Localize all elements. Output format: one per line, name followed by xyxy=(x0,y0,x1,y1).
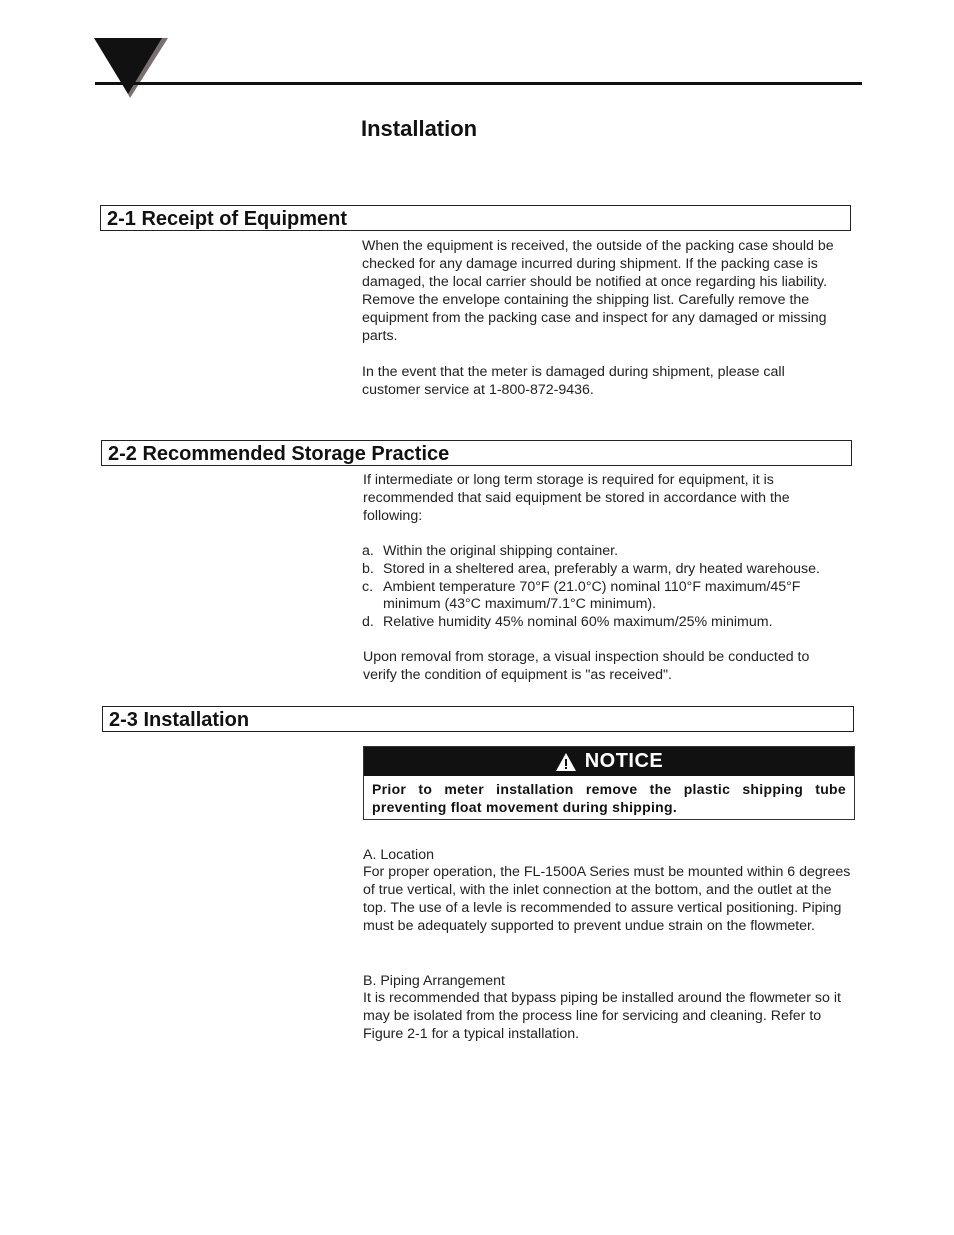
list-item-text: Stored in a sheltered area, preferably a warm, dry heated warehouse. xyxy=(383,560,820,577)
list-item-text: Within the original shipping container. xyxy=(383,543,619,559)
storage-intro: If intermediate or long term storage is required for equipment, it is recommended that said equipment be stored in accordance with the following: xyxy=(363,472,790,524)
section-title: 2-1 Receipt of Equipment xyxy=(107,208,348,230)
list-marker: c. xyxy=(362,578,374,595)
header-rule xyxy=(95,82,862,85)
chapter-title: Installation xyxy=(361,116,478,141)
location-heading: A. Location xyxy=(363,847,434,863)
list-item xyxy=(362,543,857,561)
location-paragraph: For proper operation, the FL-1500A Series must be mounted within 6 degrees of true vertical, with the inlet connection at the bottom, and the outlet at the top. The use of a levle is recommended to assure vertical positioning. Piping must be adequately supported to prevent undue strain on the flowmeter. xyxy=(363,864,851,934)
list-item-text: Relative humidity 45% nominal 60% maximum/25% minimum. xyxy=(383,614,773,631)
section-header-installation xyxy=(102,706,854,732)
warning-triangle-icon xyxy=(555,752,577,772)
notice-box xyxy=(363,746,855,820)
list-item xyxy=(362,561,857,579)
list-item xyxy=(362,614,857,632)
list-item xyxy=(362,579,833,615)
notice-heading: NOTICE xyxy=(584,750,664,772)
list-marker: d. xyxy=(362,614,374,631)
notice-text: Prior to meter installation remove the plastic shipping tube preventing float movement during shipping. xyxy=(372,781,846,815)
storage-list xyxy=(362,543,857,632)
list-item-text: Ambient temperature 70°F (21.0°C) nominal 110°F maximum/45°F minimum (43°C maximum/7.1°C minimum). xyxy=(383,578,801,613)
notice-header xyxy=(364,747,854,776)
piping-paragraph: It is recommended that bypass piping be installed around the flowmeter so it may be isolated from the process line for servicing and cleaning. Refer to Figure 2-1 for a typical installation. xyxy=(363,990,841,1042)
piping-heading: B. Piping Arrangement xyxy=(363,973,505,989)
list-marker: a. xyxy=(362,543,374,559)
receipt-paragraph: When the equipment is received, the outside of the packing case should be checked for any damage incurred during shipment. If the packing case is damaged, the local carrier should be notified at once regarding his liability. Remove the envelope containing the shipping list. Carefully remove the equipment from the packing case and inspect for any damaged or missing parts. xyxy=(362,238,834,344)
section-header-receipt xyxy=(100,205,851,231)
section-title: 2-2 Recommended Storage Practice xyxy=(108,443,450,465)
section-title: 2-3 Installation xyxy=(109,709,250,731)
storage-closing: Upon removal from storage, a visual inspection should be conducted to verify the condition of equipment is "as received". xyxy=(363,649,810,683)
list-marker: b. xyxy=(362,560,374,577)
section-header-storage xyxy=(101,440,852,466)
damage-paragraph: In the event that the meter is damaged during shipment, please call customer service at 1-800-872-9436. xyxy=(362,364,785,398)
company-logo-icon xyxy=(92,36,172,98)
